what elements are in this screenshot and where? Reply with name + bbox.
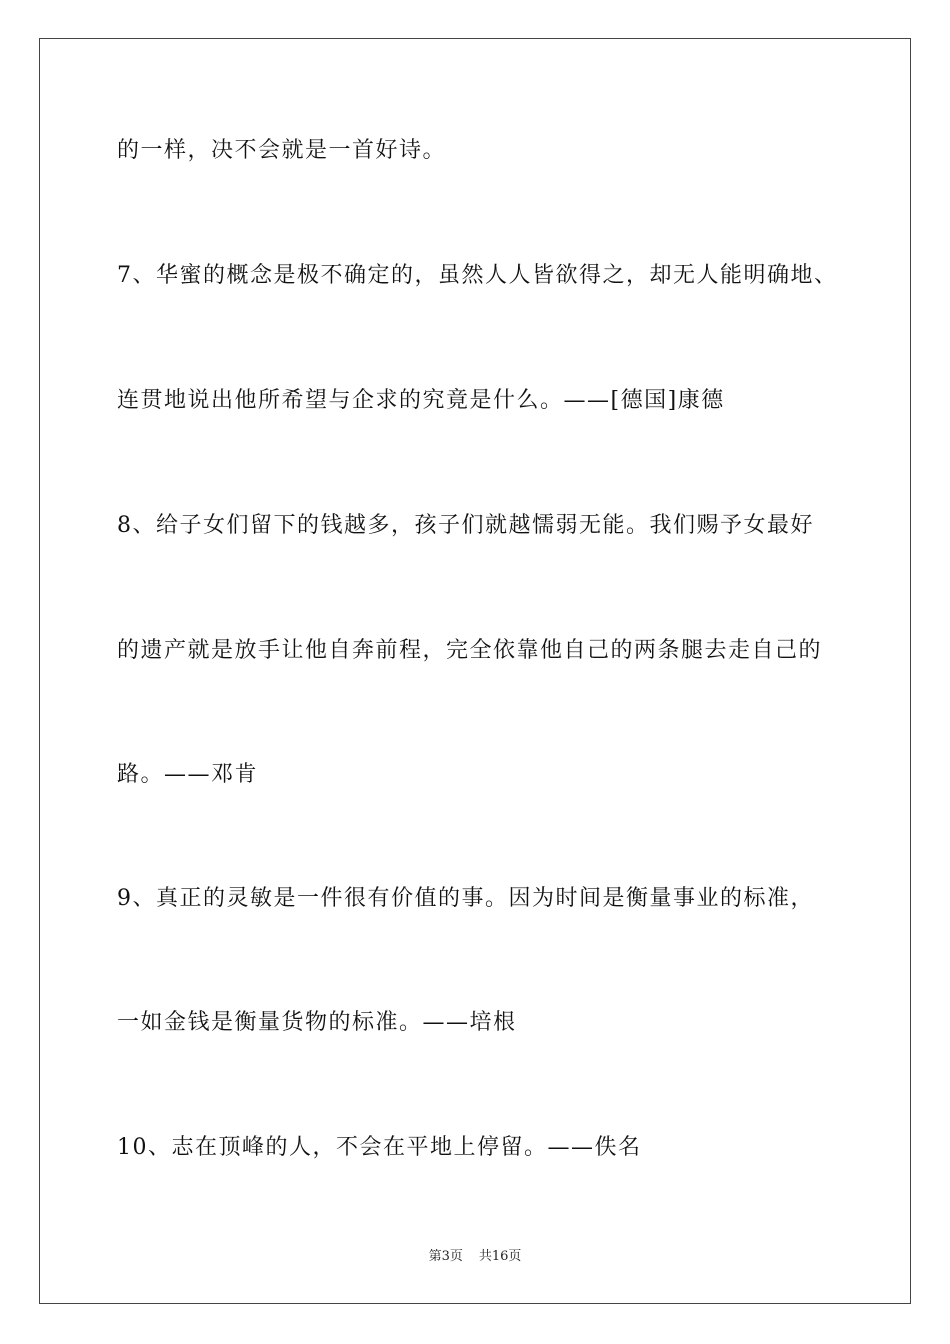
text-line: 7、华蜜的概念是极不确定的，虽然人人皆欲得之，却无人能明确地、 (117, 263, 838, 288)
text-line: 的一样，决不会就是一首好诗。 (117, 138, 447, 163)
text-line: 9、真正的灵敏是一件很有价值的事。因为时间是衡量事业的标准， (117, 886, 814, 911)
text-line: 一如金钱是衡量货物的标准。——培根 (117, 1010, 517, 1035)
text-line: 8、给子女们留下的钱越多，孩子们就越懦弱无能。我们赐予女最好 (117, 513, 814, 538)
page-number: 第3页 (428, 1249, 463, 1264)
text-line: 路。——邓肯 (117, 762, 259, 787)
text-line: 连贯地说出他所希望与企求的究竟是什么。——[德国]康德 (117, 388, 725, 413)
page-footer (0, 1248, 950, 1266)
page-border (39, 38, 911, 1304)
page-total: 共16页 (478, 1249, 522, 1264)
text-line: 10、志在顶峰的人，不会在平地上停留。——佚名 (117, 1135, 642, 1160)
text-line: 的遗产就是放手让他自奔前程，完全依靠他自己的两条腿去走自己的 (117, 638, 823, 663)
